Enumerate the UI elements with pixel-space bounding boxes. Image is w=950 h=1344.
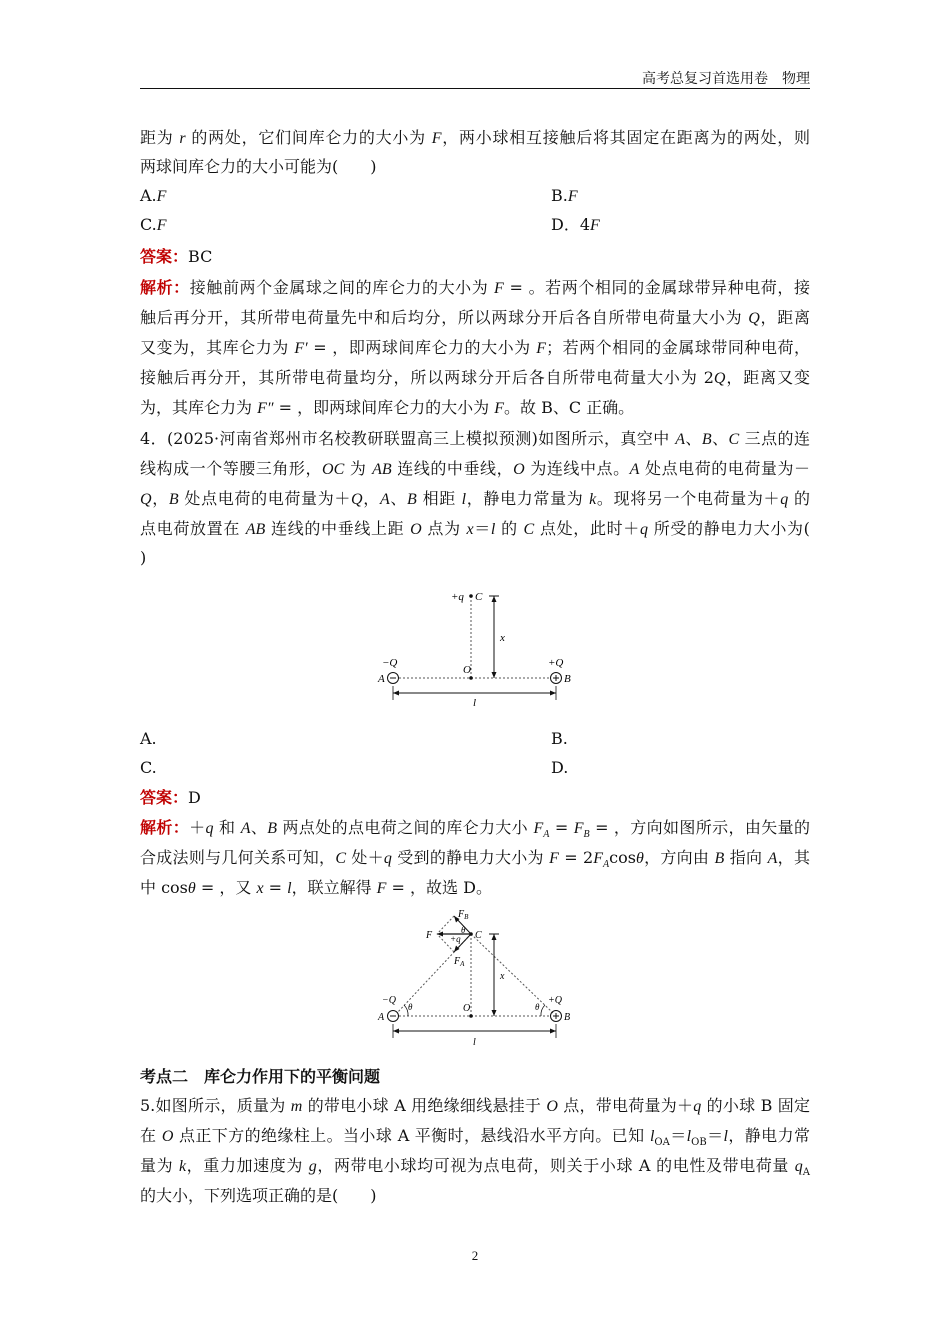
q4-stem-3: Q，B 处点电荷的电荷量为＋Q，A、B 相距 l，静电力常量为 k。现将另一个电荷量为＋q 的 <box>140 489 810 508</box>
q4-stem-4: 点电荷放置在 AB 连线的中垂线上距 O 点为 x＝l 的 C 点处，此时＋q 所受的静电力大小为( <box>140 519 810 538</box>
label-a: A <box>378 673 385 685</box>
label-o: O <box>463 664 471 676</box>
q4-stem-2: 线构成一个等腰三角形，OC 为 AB 连线的中垂线，O 为连线中点。A 处点电荷的电荷量为－ <box>140 459 810 478</box>
q5-line-1: 5.如图所示，质量为 m 的带电小球 A 用绝缘细线悬挂于 O 点，带电荷量为＋q 的小球 B 固定 <box>140 1096 810 1115</box>
label-plus-big-q: +Q <box>548 995 562 1006</box>
label-o: O <box>463 1003 471 1014</box>
q4-analysis-3: 中 cosθ = ，又 x = l，联立解得 F = ，故选 D。 <box>140 878 492 897</box>
label-minus-q: −Q <box>382 657 398 669</box>
section-heading: 考点二 库仑力作用下的平衡问题 <box>140 1067 381 1086</box>
q3-analysis-4: 接触后再分开，其所带电荷量均分，所以两球分开后各自所带电荷量大小为 2Q，距离又变 <box>140 368 810 387</box>
arrow-down-icon <box>492 672 497 678</box>
angle-arc-b <box>541 1005 545 1016</box>
label-l: l <box>473 697 477 709</box>
label-c: C <box>475 591 483 603</box>
point-c <box>469 594 473 598</box>
option-d: D．4F <box>551 215 600 234</box>
option-a: A.F <box>140 186 167 205</box>
option-a: A. <box>140 729 157 748</box>
label-x: x <box>500 971 505 982</box>
line-cb <box>471 934 553 1013</box>
q3-line-1: 距为 r 的两处，它们间库仑力的大小为 F，两小球相互接触后将其固定在距离为的两处，则 <box>140 128 810 147</box>
q4-option-row-1 <box>140 729 810 749</box>
option-d: D. <box>551 758 569 777</box>
q4-stem-5: ) <box>140 548 147 567</box>
label-b: B <box>564 673 571 685</box>
option-c: C.F <box>140 215 167 234</box>
q3-analysis-5: 为，其库仑力为 F″ = ，即两球间库仑力的大小为 F。故 B、C 正确。 <box>140 398 635 417</box>
label-f: F <box>426 930 433 941</box>
q4-stem-1: 4．(2025·河南省郑州市名校教研联盟高三上模拟预测)如图所示，真空中 A、B、C 三点的连 <box>140 429 810 448</box>
running-header: 高考总复习首选用卷 物理 <box>642 71 810 87</box>
label-fb: $F_B$ <box>458 909 469 921</box>
option-b: B. <box>551 729 568 748</box>
q4-option-row-2 <box>140 758 810 778</box>
arrow-left-icon <box>393 691 399 696</box>
point-o <box>469 676 473 680</box>
figure-force-diagram <box>370 906 590 1050</box>
label-c: C <box>475 930 482 941</box>
option-c: C. <box>140 758 157 777</box>
q5-line-4: 的大小，下列选项正确的是( ) <box>140 1186 377 1205</box>
label-l: l <box>473 1037 476 1048</box>
arrow-up-icon <box>492 596 497 602</box>
q4-analysis-1: 解析：＋q 和 A、B 两点处的点电荷之间的库仑力大小 $F_A = F_B$ = ，方向如图所示，由矢量的 <box>140 818 810 841</box>
label-theta-b: θ <box>535 1002 540 1012</box>
q3-analysis-1: 解析：接触前两个金属球之间的库仑力的大小为 F = 。若两个相同的金属球带异种电荷，接 <box>140 278 810 297</box>
label-fa: $F_A$ <box>454 956 465 968</box>
q5-line-2: 在 O 点正下方的绝缘柱上。当小球 A 平衡时，悬线沿水平方向。已知 $l_{OA}=l_{OB}=l$，静电力常 <box>140 1126 810 1149</box>
label-plus-big-q: +Q <box>548 657 564 669</box>
label-x: x <box>500 632 505 644</box>
q5-line-3: 量为 k，重力加速度为 g，两带电小球均可视为点电荷，则关于小球 A 的电性及带电荷量 $q_A$ <box>140 1156 810 1179</box>
q4-answer: 答案：D <box>140 788 201 807</box>
arrow-f-icon <box>437 932 443 937</box>
label-plus-q: +q <box>451 591 464 603</box>
arrow-right-icon <box>550 691 556 696</box>
figure-charges-triangle <box>370 584 590 714</box>
q3-analysis-2: 触后再分开，其所带电荷量先中和后均分，所以两球分开后各自所带电荷量大小为 Q，距离 <box>140 308 810 327</box>
q3-option-row-2 <box>140 215 810 236</box>
label-minus-q: −Q <box>382 995 396 1006</box>
label-plus-q: +q <box>450 934 461 944</box>
q3-answer: 答案：BC <box>140 247 213 266</box>
label-theta-a: θ <box>408 1002 413 1012</box>
label-b: B <box>564 1012 571 1023</box>
q4-analysis-2: 合成法则与几何关系可知，C 处＋q 受到的静电力大小为 $F = 2F_A\cos\theta$，方向由 B 指向 A，其 <box>140 848 810 871</box>
label-theta-top: θ <box>461 925 466 935</box>
q3-analysis-3: 又变为，其库仑力为 F′ = ，即两球间库仑力的大小为 F；若两个相同的金属球带同种电荷， <box>140 338 810 357</box>
q3-line-2: 两球间库仑力的大小可能为( ) <box>140 157 377 176</box>
header-rule <box>140 88 810 89</box>
option-b: B.F <box>551 186 578 205</box>
page-number: 2 <box>471 1248 479 1263</box>
label-a: A <box>378 1012 385 1023</box>
q3-option-row-1 <box>140 186 810 207</box>
